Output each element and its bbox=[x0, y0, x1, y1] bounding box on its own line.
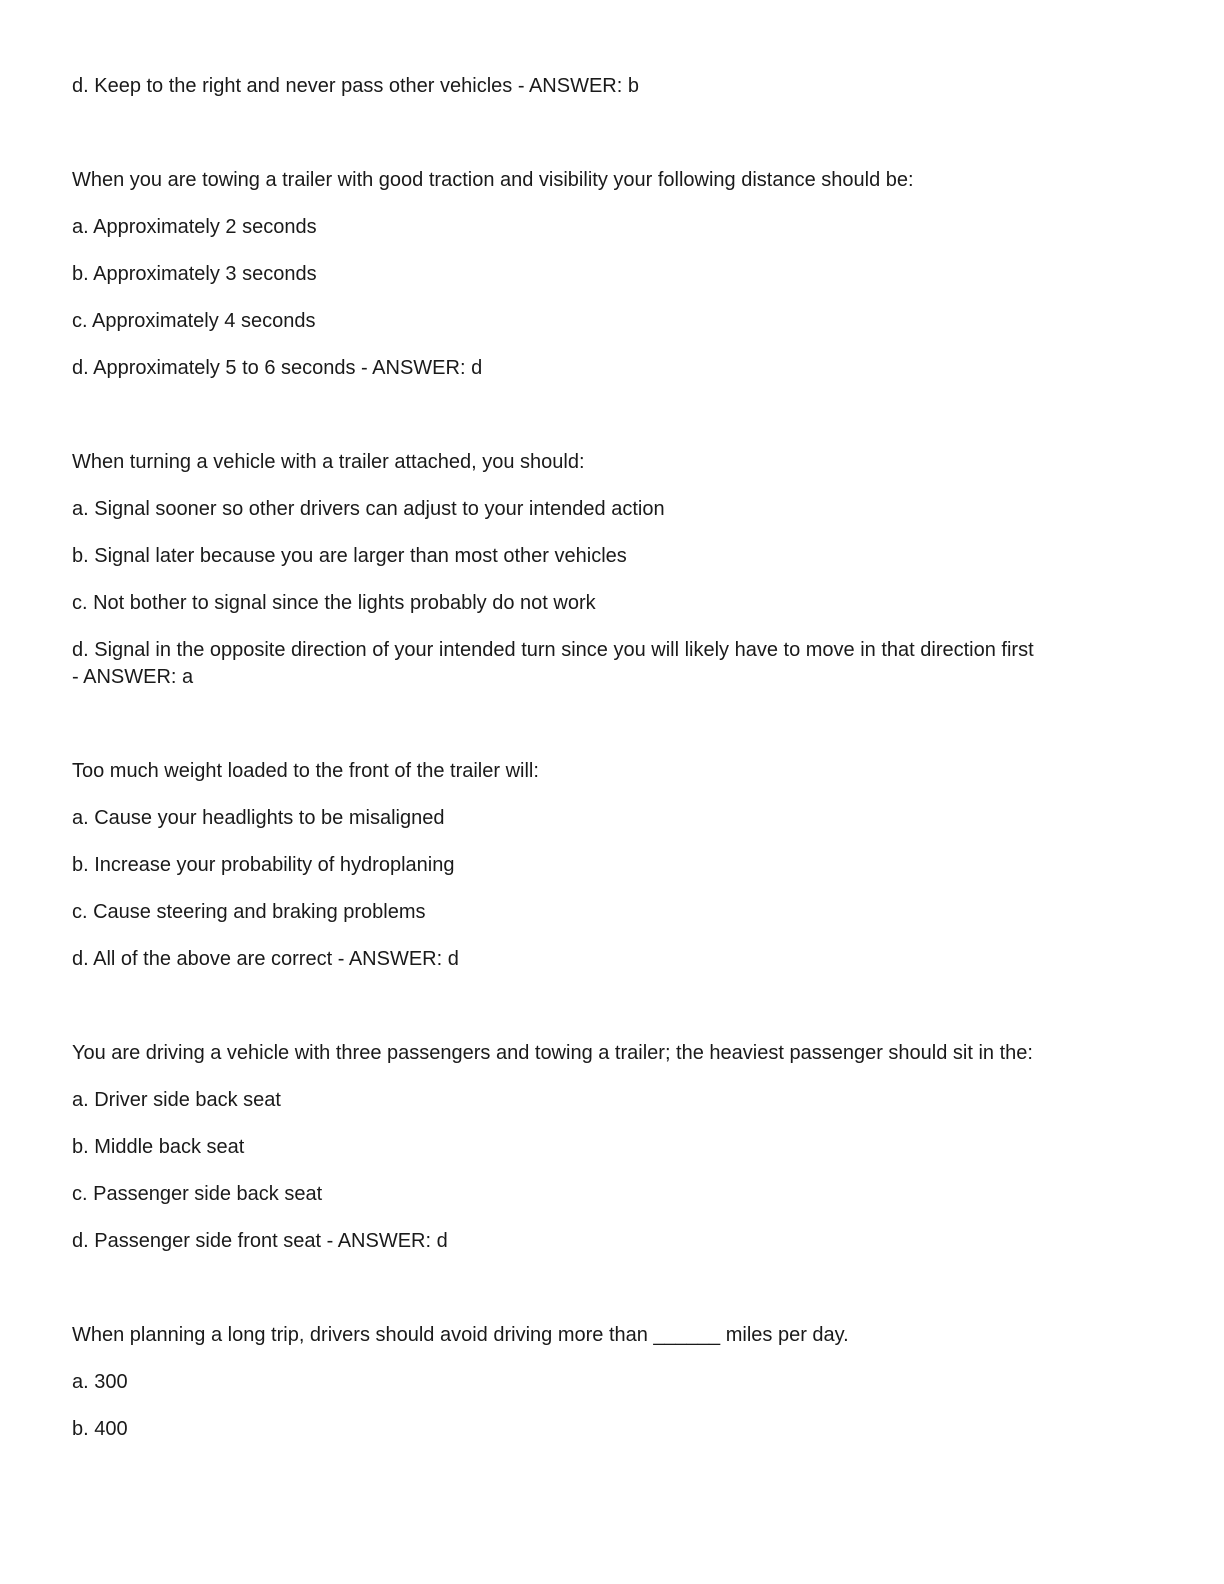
spacer bbox=[72, 1275, 1152, 1322]
spacer bbox=[72, 402, 1152, 449]
q3-option-b: b. Increase your probability of hydroplaning bbox=[72, 854, 455, 876]
q5-option-a: a. 300 bbox=[72, 1371, 128, 1393]
q2-question: When turning a vehicle with a trailer attached, you should: bbox=[72, 451, 585, 473]
q2-option-b: b. Signal later because you are larger than most other vehicles bbox=[72, 545, 627, 567]
q5-option-b: b. 400 bbox=[72, 1418, 128, 1440]
q2-option-d bbox=[72, 637, 1152, 691]
q2-option-d-text: d. Signal in the opposite direction of your intended turn since you will likely have to move in that direction first bbox=[72, 639, 1034, 661]
document-page bbox=[72, 73, 1152, 1463]
q0-option-d: d. Keep to the right and never pass other vehicles - ANSWER: b bbox=[72, 75, 639, 97]
spacer bbox=[72, 120, 1152, 167]
q3-option-d: d. All of the above are correct - ANSWER: d bbox=[72, 948, 459, 970]
q1-option-b: b. Approximately 3 seconds bbox=[72, 263, 317, 285]
q4-option-a: a. Driver side back seat bbox=[72, 1089, 281, 1111]
q5-question: When planning a long trip, drivers should avoid driving more than ______ miles per day. bbox=[72, 1324, 849, 1346]
q4-option-c: c. Passenger side back seat bbox=[72, 1183, 323, 1205]
q4-option-d: d. Passenger side front seat - ANSWER: d bbox=[72, 1230, 448, 1252]
q3-option-c: c. Cause steering and braking problems bbox=[72, 901, 426, 923]
q1-option-d: d. Approximately 5 to 6 seconds - ANSWER: d bbox=[72, 357, 483, 379]
q1-option-a: a. Approximately 2 seconds bbox=[72, 216, 317, 238]
q2-option-a: a. Signal sooner so other drivers can adjust to your intended action bbox=[72, 498, 665, 520]
q2-answer: - ANSWER: a bbox=[72, 666, 194, 688]
spacer bbox=[72, 711, 1152, 758]
q4-question: You are driving a vehicle with three passengers and towing a trailer; the heaviest passenger should sit in the: bbox=[72, 1042, 1033, 1064]
q4-option-b: b. Middle back seat bbox=[72, 1136, 245, 1158]
q1-question: When you are towing a trailer with good traction and visibility your following distance should be: bbox=[72, 169, 914, 191]
q3-question: Too much weight loaded to the front of the trailer will: bbox=[72, 760, 539, 782]
q1-option-c: c. Approximately 4 seconds bbox=[72, 310, 316, 332]
q2-option-c: c. Not bother to signal since the lights probably do not work bbox=[72, 592, 596, 614]
q3-option-a: a. Cause your headlights to be misaligned bbox=[72, 807, 445, 829]
spacer bbox=[72, 993, 1152, 1040]
